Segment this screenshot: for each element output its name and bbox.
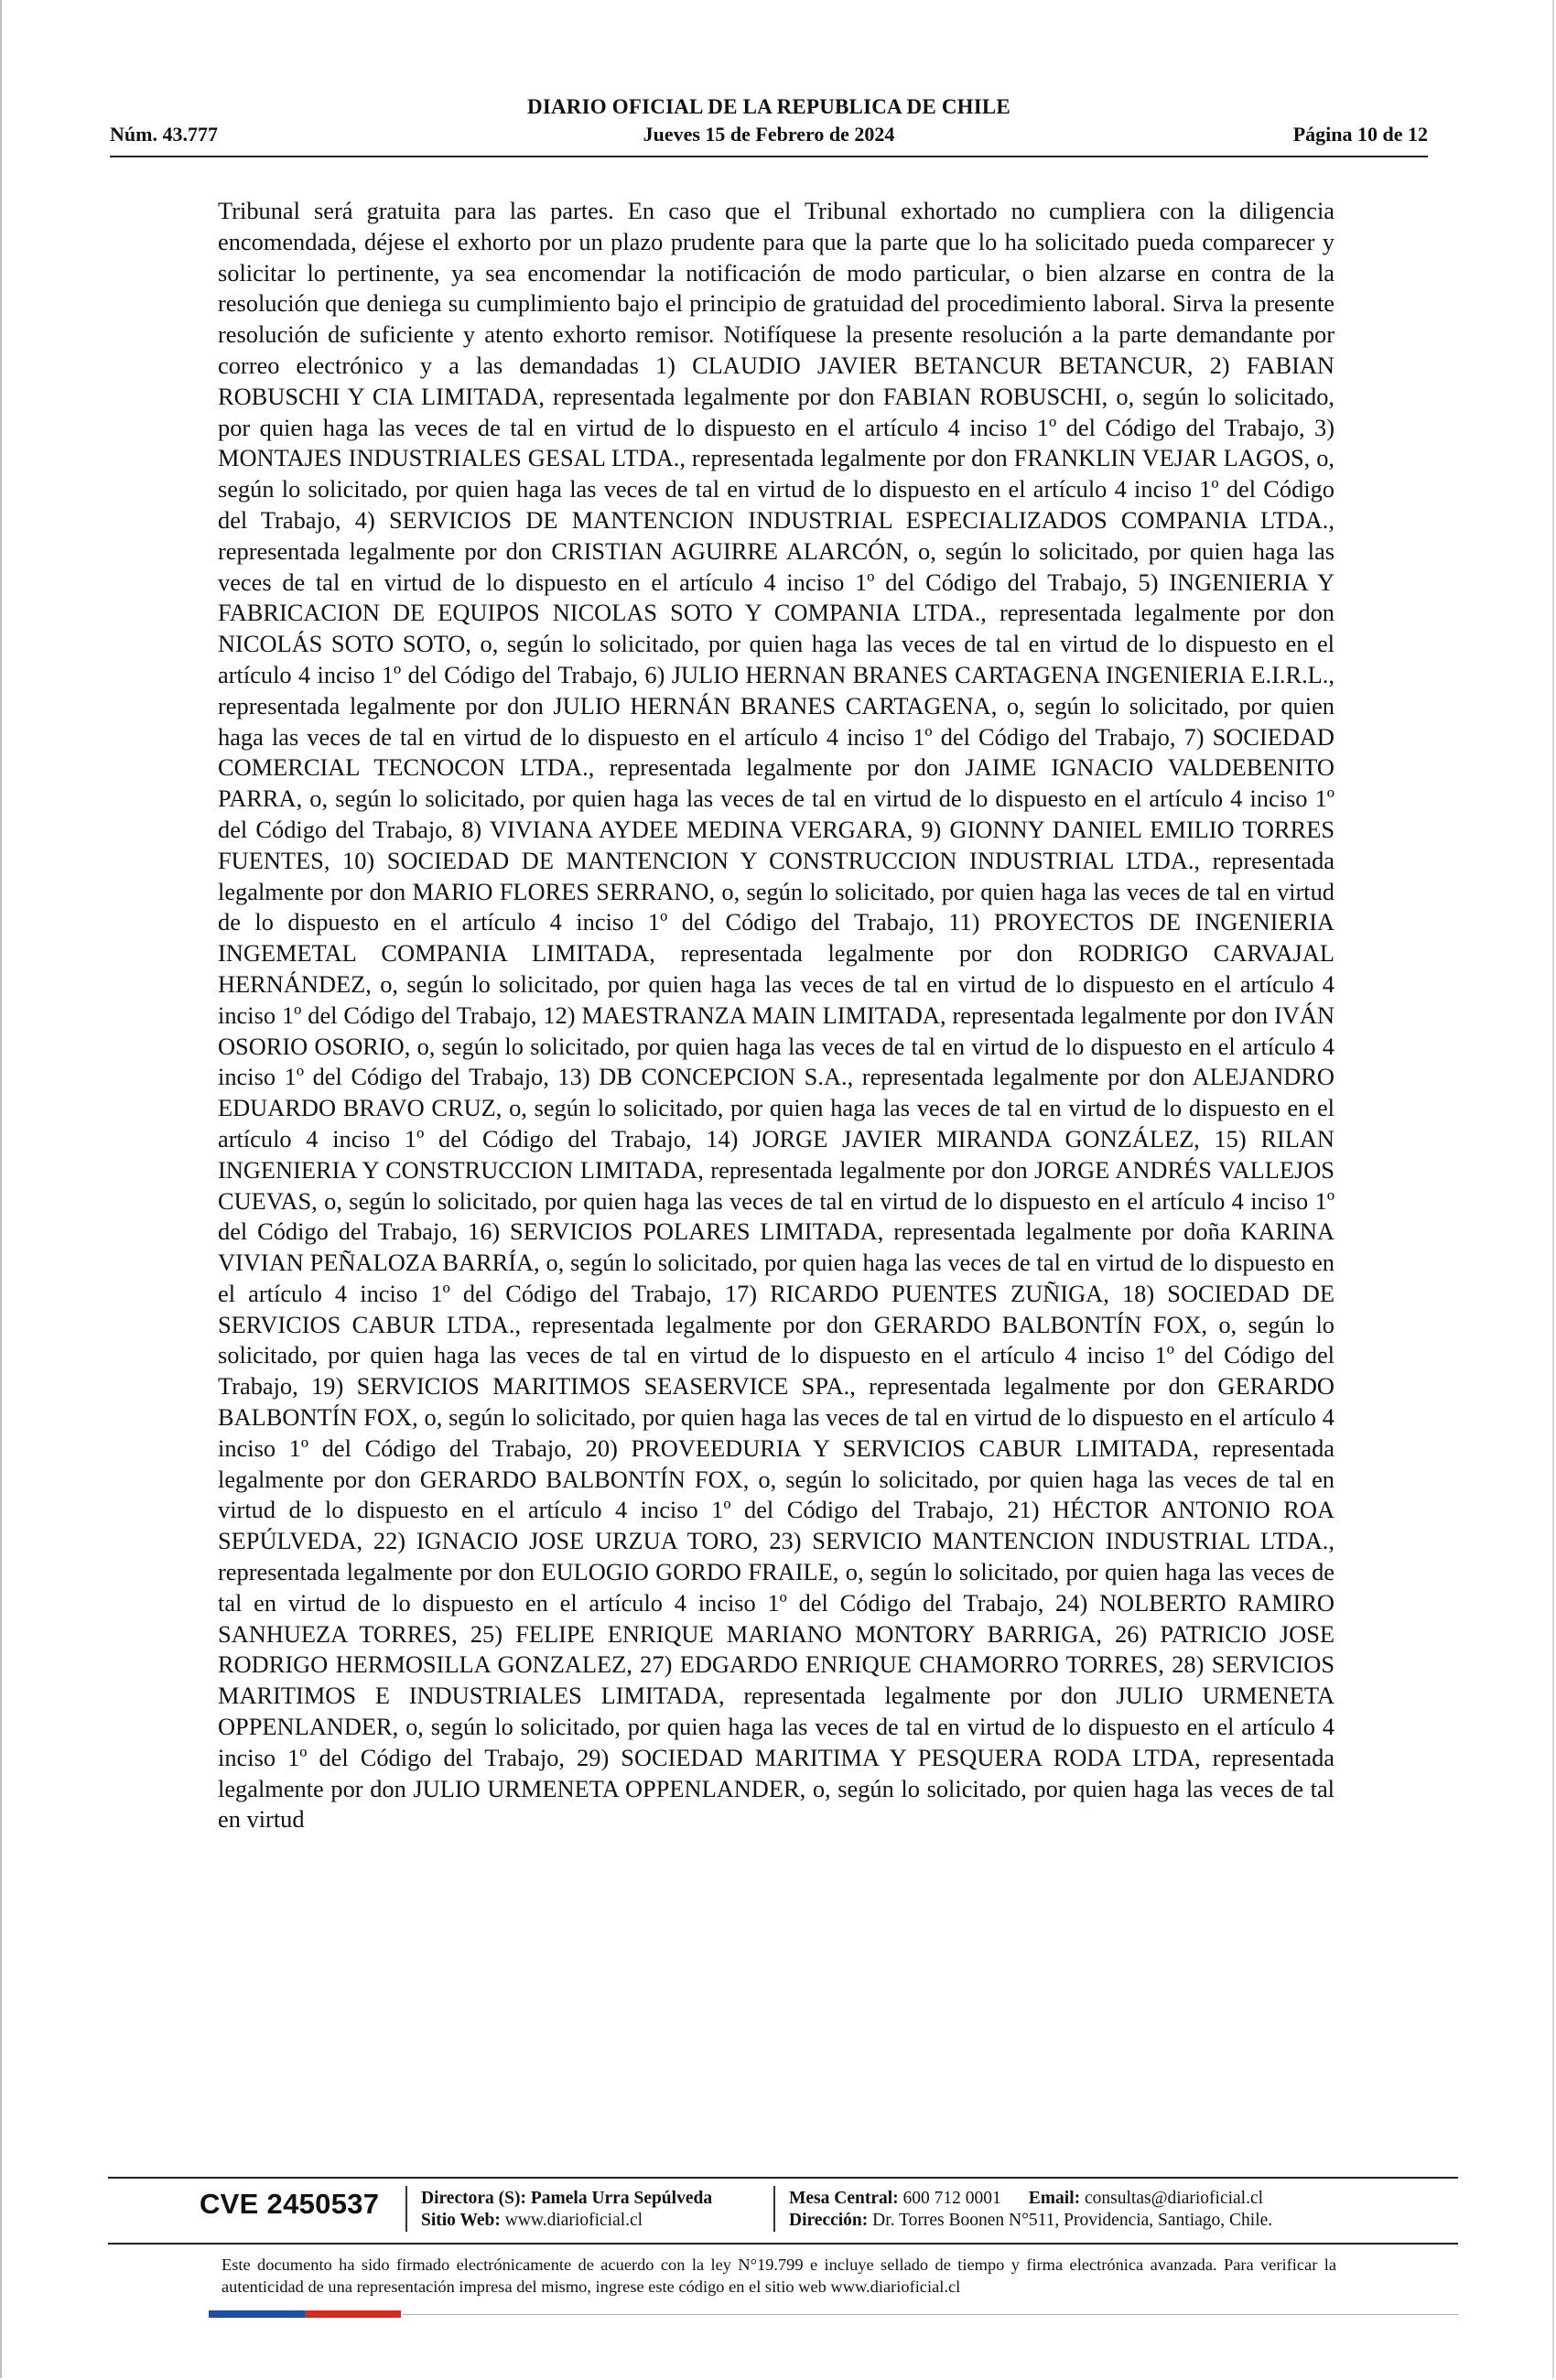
cve-code: CVE 2450537 [200, 2188, 380, 2220]
footer-divider [773, 2186, 775, 2232]
footer-divider [405, 2186, 407, 2232]
flag-red-segment [305, 2310, 401, 2318]
flag-blue-segment [209, 2310, 305, 2318]
direccion-value: Dr. Torres Boonen N°511, Providencia, Santiago, Chile. [872, 2211, 1273, 2230]
footer-bottom-rule [108, 2243, 1458, 2245]
issue-date: Jueves 15 de Febrero de 2024 [643, 123, 895, 146]
signature-disclaimer: Este documento ha sido firmado electrónicamente de acuerdo con la ley N°19.799 e incluye sellado de tiempo y firma electrónica avanzada. Para verificar la autenticidad de una representación impresa del mismo, ingrese este código en el sitio web www.diarioficial.cl [222, 2256, 1336, 2296]
email-link[interactable]: consultas@diarioficial.cl [1085, 2189, 1264, 2208]
direccion-label: Dirección: [789, 2211, 869, 2230]
document-body [218, 196, 1334, 2118]
publication-title: DIARIO OFICIAL DE LA REPUBLICA DE CHILE [527, 95, 1010, 118]
issue-number: Núm. 43.777 [110, 123, 218, 146]
page-number: Página 10 de 12 [1292, 123, 1428, 146]
body-paragraph: Tribunal será gratuita para las partes. En caso que el Tribunal exhortado no cumpliera con la diligencia encomendada, déjese el exhorto por un plazo prudente para que la parte que lo ha solicitado pueda comparecer y solicitar lo pertinente, ya sea encomendar la notificación de modo particular, o bien alzarse en contra de la resolución que deniega su cumplimiento bajo el principio de gratuidad del procedimiento laboral. Sirva la presente resolución de suficiente y atento exhorto remisor. Notifíquese la presente resolución a la parte demandante por correo electrónico y a las demandadas 1) CLAUDIO JAVIER BETANCUR BETANCUR, 2) FABIAN ROBUSCHI Y CIA LIMITADA, representada legalmente por don FABIAN ROBUSCHI, o, según lo solicitado, por quien haga las veces de tal en virtud de lo dispuesto en el artículo 4 inciso 1º del Código del Trabajo, 3) MONTAJES INDUSTRIALES GESAL LTDA., representada legalmente por don FRANKLIN VEJAR LAGOS, o, según lo solicitado, por quien haga las veces de tal en virtud de lo dispuesto en el artículo 4 inciso 1º del Código del Trabajo, 4) SERVICIOS DE MANTENCION INDUSTRIAL ESPECIALIZADOS COMPANIA LTDA., representada legalmente por don CRISTIAN AGUIRRE ALARCÓN, o, según lo solicitado, por quien haga las veces de tal en virtud de lo dispuesto en el artículo 4 inciso 1º del Código del Trabajo, 5) INGENIERIA Y FABRICACION DE EQUIPOS NICOLAS SOTO Y COMPANIA LTDA., representada legalmente por don NICOLÁS SOTO SOTO, o, según lo solicitado, por quien haga las veces de tal en virtud de lo dispuesto en el artículo 4 inciso 1º del Código del Trabajo, 6) JULIO HERNAN BRANES CARTAGENA INGENIERIA E.I.R.L., representada legalmente por don JULIO HERNÁN BRANES CARTAGENA, o, según lo solicitado, por quien haga las veces de tal en virtud de lo dispuesto en el artículo 4 inciso 1º del Código del Trabajo, 7) SOCIEDAD COMERCIAL TECNOCON LTDA., representada legalmente por don JAIME IGNACIO VALDEBENITO PARRA, o, según lo solicitado, por quien haga las veces de tal en virtud de lo dispuesto en el artículo 4 inciso 1º del Código del Trabajo, 8) VIVIANA AYDEE MEDINA VERGARA, 9) GIONNY DANIEL EMILIO TORRES FUENTES, 10) SOCIEDAD DE MANTENCION Y CONSTRUCCION INDUSTRIAL LTDA., representada legalmente por don MARIO FLORES SERRANO, o, según lo solicitado, por quien haga las veces de tal en virtud de lo dispuesto en el artículo 4 inciso 1º del Código del Trabajo, 11) PROYECTOS DE INGENIERIA INGEMETAL COMPANIA LIMITADA, representada legalmente por don RODRIGO CARVAJAL HERNÁNDEZ, o, según lo solicitado, por quien haga las veces de tal en virtud de lo dispuesto en el artículo 4 inciso 1º del Código del Trabajo, 12) MAESTRANZA MAIN LIMITADA, representada legalmente por don IVÁN OSORIO OSORIO, o, según lo solicitado, por quien haga las veces de tal en virtud de lo dispuesto en el artículo 4 inciso 1º del Código del Trabajo, 13) DB CONCEPCION S.A., representada legalmente por don ALEJANDRO EDUARDO BRAVO CRUZ, o, según lo solicitado, por quien haga las veces de tal en virtud de lo dispuesto en el artículo 4 inciso 1º del Código del Trabajo, 14) JORGE JAVIER MIRANDA GONZÁLEZ, 15) RILAN INGENIERIA Y CONSTRUCCION LIMITADA, representada legalmente por don JORGE ANDRÉS VALLEJOS CUEVAS, o, según lo solicitado, por quien haga las veces de tal en virtud de lo dispuesto en el artículo 4 inciso 1º del Código del Trabajo, 16) SERVICIOS POLARES LIMITADA, representada legalmente por doña KARINA VIVIAN PEÑALOZA BARRÍA, o, según lo solicitado, por quien haga las veces de tal en virtud de lo dispuesto en el artículo 4 inciso 1º del Código del Trabajo, 17) RICARDO PUENTES ZUÑIGA, 18) SOCIEDAD DE SERVICIOS CABUR LTDA., representada legalmente por don GERARDO BALBONTÍN FOX, o, según lo solicitado, por quien haga las veces de tal en virtud de lo dispuesto en el artículo 4 inciso 1º del Código del Trabajo, 19) SERVICIOS MARITIMOS SEASERVICE SPA., representada legalmente por don GERARDO BALBONTÍN FOX, o, según lo solicitado, por quien haga las veces de tal en virtud de lo dispuesto en el artículo 4 inciso 1º del Código del Trabajo, 20) PROVEEDURIA Y SERVICIOS CABUR LIMITADA, representada legalmente por don GERARDO BALBONTÍN FOX, o, según lo solicitado, por quien haga las veces de tal en virtud de lo dispuesto en el artículo 4 inciso 1º del Código del Trabajo, 21) HÉCTOR ANTONIO ROA SEPÚLVEDA, 22) IGNACIO JOSE URZUA TORO, 23) SERVICIO MANTENCION INDUSTRIAL LTDA., representada legalmente por don EULOGIO GORDO FRAILE, o, según lo solicitado, por quien haga las veces de tal en virtud de lo dispuesto en el artículo 4 inciso 1º del Código del Trabajo, 24) NOLBERTO RAMIRO SANHUEZA TORRES, 25) FELIPE ENRIQUE MARIANO MONTORY BARRIGA, 26) PATRICIO JOSE RODRIGO HERMOSILLA GONZALEZ, 27) EDGARDO ENRIQUE CHAMORRO TORRES, 28) SERVICIOS MARITIMOS E INDUSTRIALES LIMITADA, representada legalmente por don JULIO URMENETA OPPENLANDER, o, según lo solicitado, por quien haga las veces de tal en virtud de lo dispuesto en el artículo 4 inciso 1º del Código del Trabajo, 29) SOCIEDAD MARITIMA Y PESQUERA RODA LTDA, representada legalmente por don JULIO URMENETA OPPENLANDER, o, según lo solicitado, por quien haga las veces de tal en virtud [218, 197, 1334, 1834]
mesa-value: 600 712 0001 [902, 2189, 1001, 2208]
sitio-link[interactable]: www.diarioficial.cl [504, 2211, 643, 2230]
footer-contact-left [421, 2188, 712, 2232]
footer-contact-right [789, 2188, 1272, 2232]
page-end-rule [403, 2314, 1458, 2315]
mesa-label: Mesa Central: [789, 2189, 899, 2208]
footer-top-rule [108, 2177, 1458, 2179]
chile-flag-stripe [209, 2310, 401, 2318]
sitio-label: Sitio Web: [421, 2211, 501, 2230]
page-header [110, 95, 1428, 157]
email-label: Email: [1028, 2189, 1081, 2208]
directora-value: Pamela Urra Sepúlveda [530, 2189, 713, 2208]
directora-label: Directora (S): [421, 2189, 526, 2208]
